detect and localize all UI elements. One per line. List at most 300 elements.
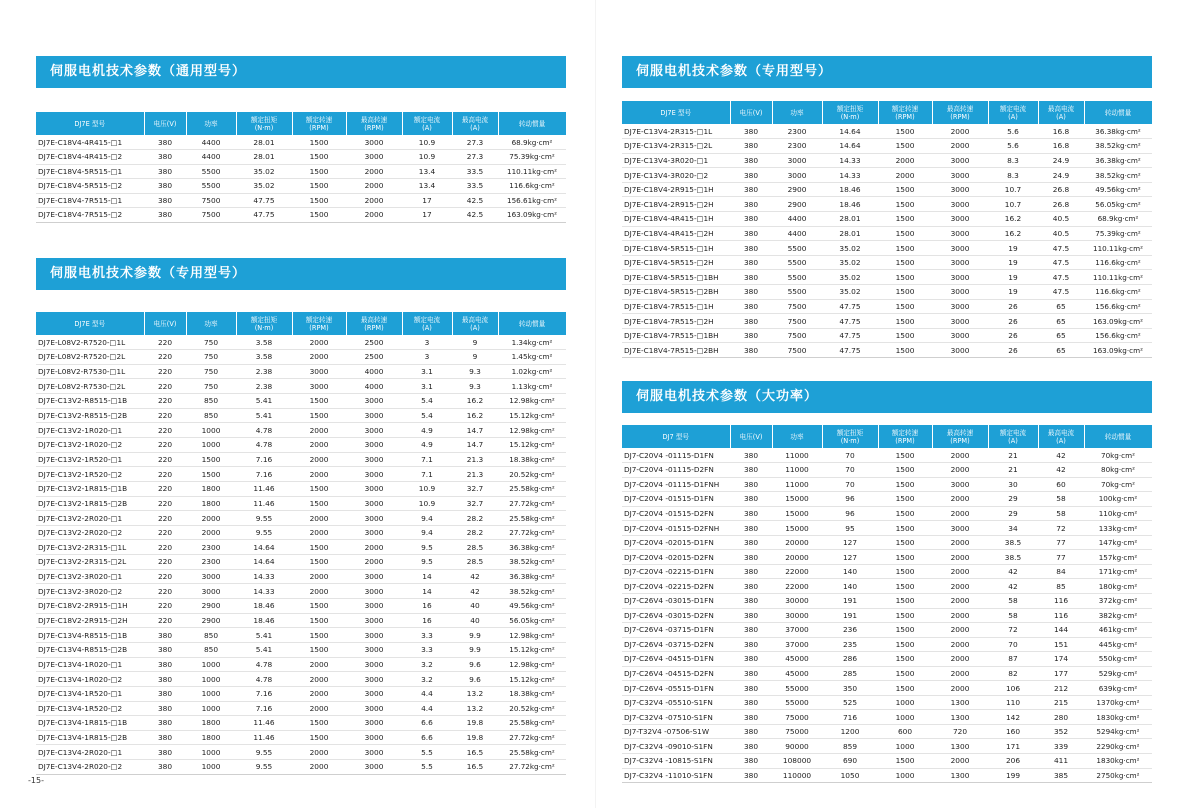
table-row bbox=[36, 379, 566, 394]
voltage-cell: 220 bbox=[144, 423, 186, 438]
table-row bbox=[36, 408, 566, 423]
rated-current-cell: 10.9 bbox=[402, 135, 452, 150]
model-cell: DJ7-C20V4 -01515-D1FN bbox=[622, 492, 730, 507]
inertia-cell: 49.56kg·cm² bbox=[1084, 182, 1152, 197]
rated-current-cell: 19 bbox=[988, 270, 1038, 285]
table-row bbox=[36, 193, 566, 208]
inertia-cell: 550kg·cm² bbox=[1084, 652, 1152, 667]
max-speed-cell: 2000 bbox=[346, 164, 402, 179]
torque-header: 额定扭矩 (N·m) bbox=[236, 312, 292, 335]
inertia-cell: 27.72kg·cm² bbox=[498, 496, 566, 511]
rated-current-cell: 87 bbox=[988, 652, 1038, 667]
rated-current-cell: 42 bbox=[988, 579, 1038, 594]
max-speed-cell: 3000 bbox=[932, 255, 988, 270]
power-cell: 3000 bbox=[772, 153, 822, 168]
rated-current-cell: 3.3 bbox=[402, 628, 452, 643]
rated-speed-cell: 1500 bbox=[878, 255, 932, 270]
rated-speed-cell: 1500 bbox=[878, 550, 932, 565]
max-speed-cell: 2000 bbox=[932, 753, 988, 768]
voltage-cell: 380 bbox=[730, 448, 772, 463]
voltage-cell: 380 bbox=[730, 608, 772, 623]
power-cell: 1800 bbox=[186, 496, 236, 511]
max-current-cell: 77 bbox=[1038, 535, 1084, 550]
inertia-cell: 70kg·cm² bbox=[1084, 448, 1152, 463]
model-cell: DJ7-C32V4 -10815-S1FN bbox=[622, 753, 730, 768]
torque-cell: 1050 bbox=[822, 768, 878, 783]
max-speed-cell: 2000 bbox=[932, 564, 988, 579]
max-current-cell: 42.5 bbox=[452, 208, 498, 223]
power-cell: 750 bbox=[186, 335, 236, 350]
max-speed-cell: 720 bbox=[932, 724, 988, 739]
rated-current-cell: 5.4 bbox=[402, 408, 452, 423]
power-cell: 2300 bbox=[186, 540, 236, 555]
rated-current-header: 额定电流 (A) bbox=[988, 425, 1038, 448]
max-speed-cell: 3000 bbox=[932, 343, 988, 358]
model-cell: DJ7E-C13V4-2R315-□1L bbox=[622, 124, 730, 139]
table-row bbox=[622, 637, 1152, 652]
rated-current-cell: 171 bbox=[988, 739, 1038, 754]
inertia-cell: 12.98kg·cm² bbox=[498, 423, 566, 438]
power-cell: 850 bbox=[186, 628, 236, 643]
inertia-cell: 80kg·cm² bbox=[1084, 463, 1152, 478]
max-speed-cell: 3000 bbox=[346, 642, 402, 657]
max-current-cell: 21.3 bbox=[452, 452, 498, 467]
voltage-cell: 380 bbox=[144, 164, 186, 179]
torque-cell: 235 bbox=[822, 637, 878, 652]
torque-cell: 18.46 bbox=[822, 197, 878, 212]
max-speed-cell: 2000 bbox=[932, 666, 988, 681]
max-current-header: 最高电流 (A) bbox=[452, 312, 498, 335]
table-row bbox=[622, 724, 1152, 739]
table-row bbox=[36, 642, 566, 657]
table-row bbox=[36, 364, 566, 379]
torque-cell: 3.58 bbox=[236, 335, 292, 350]
max-speed-cell: 3000 bbox=[346, 452, 402, 467]
power-cell: 3000 bbox=[186, 569, 236, 584]
inertia-cell: 38.52kg·cm² bbox=[1084, 168, 1152, 183]
inertia-cell: 27.72kg·cm² bbox=[498, 525, 566, 540]
voltage-cell: 220 bbox=[144, 467, 186, 482]
inertia-cell: 15.12kg·cm² bbox=[498, 672, 566, 687]
table-row bbox=[36, 135, 566, 150]
power-cell: 11000 bbox=[772, 477, 822, 492]
torque-cell: 9.55 bbox=[236, 760, 292, 775]
rated-current-cell: 199 bbox=[988, 768, 1038, 783]
max-current-cell: 65 bbox=[1038, 314, 1084, 329]
power-cell: 1000 bbox=[186, 437, 236, 452]
max-current-header: 最高电流 (A) bbox=[1038, 101, 1084, 124]
max-speed-cell: 3000 bbox=[346, 437, 402, 452]
torque-cell: 28.01 bbox=[236, 135, 292, 150]
torque-cell: 7.16 bbox=[236, 686, 292, 701]
table-row bbox=[622, 328, 1152, 343]
inertia-cell: 68.9kg·cm² bbox=[1084, 212, 1152, 227]
rated-speed-cell: 1500 bbox=[878, 343, 932, 358]
model-cell: DJ7E-C13V2-1R020-□1 bbox=[36, 423, 144, 438]
page-spread-divider bbox=[595, 0, 596, 808]
max-current-cell: 60 bbox=[1038, 477, 1084, 492]
max-current-cell: 16.5 bbox=[452, 760, 498, 775]
max-speed-cell: 2000 bbox=[346, 193, 402, 208]
rated-current-cell: 5.6 bbox=[988, 139, 1038, 154]
table-row bbox=[622, 124, 1152, 139]
inertia-cell: 1830kg·cm² bbox=[1084, 710, 1152, 725]
power-cell: 37000 bbox=[772, 623, 822, 638]
inertia-cell: 133kg·cm² bbox=[1084, 521, 1152, 536]
max-current-cell: 151 bbox=[1038, 637, 1084, 652]
power-cell: 20000 bbox=[772, 550, 822, 565]
max-speed-header: 最高转速 (RPM) bbox=[346, 312, 402, 335]
model-cell: DJ7E-C13V2-1R020-□2 bbox=[36, 437, 144, 452]
rated-speed-cell: 1500 bbox=[878, 285, 932, 300]
torque-cell: 5.41 bbox=[236, 642, 292, 657]
table-row bbox=[622, 448, 1152, 463]
inertia-header: 转动惯量 bbox=[1084, 425, 1152, 448]
max-current-cell: 40.5 bbox=[1038, 226, 1084, 241]
table-row bbox=[622, 550, 1152, 565]
table-row bbox=[36, 628, 566, 643]
model-cell: DJ7-C26V4 -04515-D1FN bbox=[622, 652, 730, 667]
inertia-cell: 1.34kg·cm² bbox=[498, 335, 566, 350]
power-cell: 750 bbox=[186, 350, 236, 365]
rated-current-cell: 70 bbox=[988, 637, 1038, 652]
voltage-cell: 380 bbox=[730, 314, 772, 329]
inertia-header: 转动惯量 bbox=[1084, 101, 1152, 124]
voltage-cell: 220 bbox=[144, 599, 186, 614]
power-cell: 2900 bbox=[186, 599, 236, 614]
voltage-cell: 220 bbox=[144, 569, 186, 584]
inertia-cell: 56.05kg·cm² bbox=[498, 613, 566, 628]
power-cell: 2300 bbox=[186, 555, 236, 570]
model-cell: DJ7E-C13V2-2R020-□1 bbox=[36, 511, 144, 526]
max-speed-cell: 2000 bbox=[932, 448, 988, 463]
voltage-cell: 380 bbox=[730, 724, 772, 739]
torque-cell: 140 bbox=[822, 579, 878, 594]
power-cell: 15000 bbox=[772, 492, 822, 507]
power-cell: 30000 bbox=[772, 608, 822, 623]
max-current-cell: 212 bbox=[1038, 681, 1084, 696]
inertia-cell: 110kg·cm² bbox=[1084, 506, 1152, 521]
voltage-cell: 380 bbox=[730, 477, 772, 492]
rated-speed-cell: 1500 bbox=[878, 477, 932, 492]
max-speed-cell: 3000 bbox=[346, 525, 402, 540]
max-current-cell: 13.2 bbox=[452, 701, 498, 716]
max-current-cell: 47.5 bbox=[1038, 270, 1084, 285]
rated-speed-cell: 1500 bbox=[292, 394, 346, 409]
voltage-header: 电压(V) bbox=[144, 112, 186, 135]
rated-speed-cell: 2000 bbox=[292, 686, 346, 701]
rated-speed-cell: 1500 bbox=[878, 681, 932, 696]
power-cell: 5500 bbox=[186, 164, 236, 179]
model-cell: DJ7E-C18V4-4R415-□1 bbox=[36, 135, 144, 150]
voltage-cell: 380 bbox=[730, 579, 772, 594]
torque-cell: 11.46 bbox=[236, 730, 292, 745]
max-speed-cell: 3000 bbox=[932, 168, 988, 183]
table-row bbox=[36, 467, 566, 482]
max-speed-header: 最高转速 (RPM) bbox=[346, 112, 402, 135]
power-cell: 11000 bbox=[772, 448, 822, 463]
model-cell: DJ7E-C18V4-7R515-□2 bbox=[36, 208, 144, 223]
power-cell: 5500 bbox=[772, 241, 822, 256]
voltage-cell: 380 bbox=[144, 628, 186, 643]
rated-speed-cell: 1500 bbox=[878, 521, 932, 536]
table-row bbox=[36, 599, 566, 614]
torque-cell: 35.02 bbox=[236, 164, 292, 179]
torque-header: 额定扭矩 (N·m) bbox=[822, 425, 878, 448]
max-speed-cell: 3000 bbox=[346, 686, 402, 701]
model-cell: DJ7E-C13V4-1R520-□2 bbox=[36, 701, 144, 716]
rated-speed-cell: 1500 bbox=[878, 226, 932, 241]
model-cell: DJ7-C26V4 -03015-D1FN bbox=[622, 593, 730, 608]
table-row bbox=[36, 613, 566, 628]
rated-current-cell: 17 bbox=[402, 193, 452, 208]
voltage-cell: 220 bbox=[144, 555, 186, 570]
rated-speed-cell: 1500 bbox=[878, 506, 932, 521]
voltage-cell: 380 bbox=[730, 550, 772, 565]
rated-speed-cell: 1500 bbox=[878, 448, 932, 463]
table-row bbox=[622, 285, 1152, 300]
model-cell: DJ7E-C13V4-2R020-□2 bbox=[36, 760, 144, 775]
max-current-cell: 9.6 bbox=[452, 657, 498, 672]
max-current-header: 最高电流 (A) bbox=[452, 112, 498, 135]
torque-cell: 4.78 bbox=[236, 657, 292, 672]
inertia-cell: 75.39kg·cm² bbox=[1084, 226, 1152, 241]
voltage-cell: 220 bbox=[144, 408, 186, 423]
inertia-cell: 1.45kg·cm² bbox=[498, 350, 566, 365]
table-row bbox=[622, 579, 1152, 594]
table-row bbox=[36, 208, 566, 223]
rated-speed-cell: 2000 bbox=[292, 701, 346, 716]
table-row bbox=[622, 753, 1152, 768]
inertia-cell: 100kg·cm² bbox=[1084, 492, 1152, 507]
inertia-header: 转动惯量 bbox=[498, 112, 566, 135]
max-current-header: 最高电流 (A) bbox=[1038, 425, 1084, 448]
voltage-cell: 380 bbox=[144, 745, 186, 760]
model-cell: DJ7E-L08V2-R7530-□1L bbox=[36, 364, 144, 379]
rated-speed-cell: 3000 bbox=[292, 364, 346, 379]
rated-current-cell: 26 bbox=[988, 314, 1038, 329]
inertia-cell: 36.38kg·cm² bbox=[1084, 124, 1152, 139]
rated-current-cell: 21 bbox=[988, 448, 1038, 463]
torque-cell: 5.41 bbox=[236, 394, 292, 409]
max-current-cell: 16.2 bbox=[452, 408, 498, 423]
torque-cell: 236 bbox=[822, 623, 878, 638]
torque-cell: 14.64 bbox=[822, 124, 878, 139]
rated-speed-cell: 1500 bbox=[292, 642, 346, 657]
max-current-cell: 16.8 bbox=[1038, 139, 1084, 154]
power-cell: 2300 bbox=[772, 139, 822, 154]
max-speed-cell: 3000 bbox=[346, 511, 402, 526]
model-cell: DJ7-C20V4 -02015-D1FN bbox=[622, 535, 730, 550]
power-cell: 37000 bbox=[772, 637, 822, 652]
torque-cell: 14.33 bbox=[822, 168, 878, 183]
voltage-cell: 220 bbox=[144, 481, 186, 496]
rated-current-cell: 5.5 bbox=[402, 745, 452, 760]
voltage-cell: 220 bbox=[144, 452, 186, 467]
max-current-cell: 28.5 bbox=[452, 540, 498, 555]
table-row bbox=[36, 657, 566, 672]
inertia-cell: 36.38kg·cm² bbox=[498, 540, 566, 555]
rated-current-cell: 5.4 bbox=[402, 394, 452, 409]
rated-speed-cell: 600 bbox=[878, 724, 932, 739]
max-current-cell: 58 bbox=[1038, 506, 1084, 521]
rated-current-cell: 3.1 bbox=[402, 364, 452, 379]
model-cell: DJ7-C20V4 -02215-D2FN bbox=[622, 579, 730, 594]
voltage-cell: 380 bbox=[144, 701, 186, 716]
max-speed-cell: 3000 bbox=[346, 760, 402, 775]
spec-table-dedicated-right bbox=[622, 101, 1153, 358]
rated-current-cell: 10.7 bbox=[988, 182, 1038, 197]
voltage-cell: 380 bbox=[730, 168, 772, 183]
rated-speed-cell: 2000 bbox=[292, 760, 346, 775]
power-cell: 1000 bbox=[186, 672, 236, 687]
power-cell: 90000 bbox=[772, 739, 822, 754]
max-speed-cell: 3000 bbox=[346, 701, 402, 716]
table-row bbox=[622, 608, 1152, 623]
model-cell: DJ7E-C13V4-2R020-□1 bbox=[36, 745, 144, 760]
inertia-cell: 15.12kg·cm² bbox=[498, 408, 566, 423]
inertia-cell: 38.52kg·cm² bbox=[498, 584, 566, 599]
max-speed-cell: 2000 bbox=[932, 124, 988, 139]
voltage-cell: 220 bbox=[144, 437, 186, 452]
voltage-cell: 380 bbox=[730, 695, 772, 710]
inertia-cell: 372kg·cm² bbox=[1084, 593, 1152, 608]
power-header: 功率 bbox=[186, 112, 236, 135]
inertia-cell: 15.12kg·cm² bbox=[498, 642, 566, 657]
torque-cell: 95 bbox=[822, 521, 878, 536]
max-speed-cell: 3000 bbox=[346, 672, 402, 687]
voltage-cell: 380 bbox=[730, 182, 772, 197]
torque-cell: 5.41 bbox=[236, 408, 292, 423]
rated-current-cell: 9.5 bbox=[402, 555, 452, 570]
torque-cell: 191 bbox=[822, 608, 878, 623]
power-cell: 7500 bbox=[772, 299, 822, 314]
torque-cell: 14.33 bbox=[236, 584, 292, 599]
section-title-high-power: 伺服电机技术参数（大功率） bbox=[622, 381, 1152, 413]
max-speed-cell: 3000 bbox=[932, 270, 988, 285]
max-current-cell: 42 bbox=[1038, 463, 1084, 478]
max-speed-cell: 3000 bbox=[346, 628, 402, 643]
section-title-dedicated-left: 伺服电机技术参数（专用型号） bbox=[36, 258, 566, 290]
inertia-cell: 1.13kg·cm² bbox=[498, 379, 566, 394]
table-row bbox=[36, 745, 566, 760]
torque-cell: 70 bbox=[822, 477, 878, 492]
section-title-general: 伺服电机技术参数（通用型号） bbox=[36, 56, 566, 88]
rated-speed-cell: 1500 bbox=[292, 481, 346, 496]
rated-speed-cell: 2000 bbox=[292, 350, 346, 365]
inertia-cell: 36.38kg·cm² bbox=[1084, 153, 1152, 168]
table-row bbox=[622, 153, 1152, 168]
inertia-cell: 70kg·cm² bbox=[1084, 477, 1152, 492]
table-row bbox=[36, 164, 566, 179]
rated-current-cell: 9.4 bbox=[402, 511, 452, 526]
inertia-cell: 461kg·cm² bbox=[1084, 623, 1152, 638]
power-cell: 850 bbox=[186, 394, 236, 409]
torque-cell: 28.01 bbox=[822, 212, 878, 227]
table-row bbox=[36, 423, 566, 438]
torque-cell: 35.02 bbox=[822, 241, 878, 256]
model-cell: DJ7E-C18V4-7R515-□1 bbox=[36, 193, 144, 208]
rated-current-cell: 19 bbox=[988, 285, 1038, 300]
power-cell: 15000 bbox=[772, 521, 822, 536]
max-speed-cell: 3000 bbox=[346, 569, 402, 584]
max-current-cell: 77 bbox=[1038, 550, 1084, 565]
voltage-cell: 380 bbox=[730, 623, 772, 638]
rated-speed-cell: 2000 bbox=[292, 467, 346, 482]
max-speed-cell: 2000 bbox=[932, 637, 988, 652]
rated-speed-cell: 2000 bbox=[292, 525, 346, 540]
torque-cell: 35.02 bbox=[236, 179, 292, 194]
max-current-cell: 28.2 bbox=[452, 525, 498, 540]
inertia-cell: 25.58kg·cm² bbox=[498, 481, 566, 496]
torque-cell: 690 bbox=[822, 753, 878, 768]
torque-cell: 18.46 bbox=[822, 182, 878, 197]
model-cell: DJ7E-C18V2-2R915-□2H bbox=[36, 613, 144, 628]
max-speed-cell: 2000 bbox=[932, 652, 988, 667]
power-cell: 30000 bbox=[772, 593, 822, 608]
power-cell: 5500 bbox=[772, 270, 822, 285]
torque-cell: 191 bbox=[822, 593, 878, 608]
max-speed-cell: 3000 bbox=[932, 299, 988, 314]
rated-speed-cell: 2000 bbox=[292, 569, 346, 584]
model-cell: DJ7E-C18V4-5R515-□2H bbox=[622, 255, 730, 270]
model-cell: DJ7E-C13V2-3R020-□1 bbox=[36, 569, 144, 584]
model-cell: DJ7E-C13V4-1R020-□2 bbox=[36, 672, 144, 687]
model-cell: DJ7E-C13V2-2R315-□2L bbox=[36, 555, 144, 570]
model-cell: DJ7E-C13V4-1R815-□1B bbox=[36, 716, 144, 731]
rated-speed-cell: 1500 bbox=[292, 730, 346, 745]
torque-cell: 286 bbox=[822, 652, 878, 667]
rated-speed-cell: 1500 bbox=[878, 463, 932, 478]
rated-speed-cell: 1500 bbox=[878, 328, 932, 343]
rated-current-cell: 8.3 bbox=[988, 168, 1038, 183]
voltage-cell: 380 bbox=[730, 343, 772, 358]
model-cell: DJ7E-C18V4-5R515-□1 bbox=[36, 164, 144, 179]
rated-speed-cell: 1500 bbox=[292, 208, 346, 223]
power-header: 功率 bbox=[186, 312, 236, 335]
max-current-cell: 19.8 bbox=[452, 716, 498, 731]
table-row bbox=[622, 564, 1152, 579]
rated-current-cell: 10.9 bbox=[402, 150, 452, 165]
model-cell: DJ7E-C18V4-7R515-□1H bbox=[622, 299, 730, 314]
inertia-cell: 38.52kg·cm² bbox=[1084, 139, 1152, 154]
rated-speed-cell: 1500 bbox=[878, 608, 932, 623]
rated-current-cell: 29 bbox=[988, 492, 1038, 507]
rated-speed-cell: 1500 bbox=[292, 496, 346, 511]
voltage-cell: 220 bbox=[144, 540, 186, 555]
rated-speed-cell: 1500 bbox=[878, 182, 932, 197]
power-cell: 75000 bbox=[772, 724, 822, 739]
max-current-cell: 72 bbox=[1038, 521, 1084, 536]
power-cell: 5500 bbox=[772, 255, 822, 270]
inertia-cell: 38.52kg·cm² bbox=[498, 555, 566, 570]
table-row bbox=[622, 739, 1152, 754]
model-cell: DJ7E-C13V2-3R020-□2 bbox=[36, 584, 144, 599]
model-cell: DJ7E-C18V4-7R515-□2BH bbox=[622, 343, 730, 358]
max-current-cell: 26.8 bbox=[1038, 182, 1084, 197]
inertia-cell: 156.6kg·cm² bbox=[1084, 328, 1152, 343]
power-cell: 55000 bbox=[772, 695, 822, 710]
rated-current-cell: 14 bbox=[402, 584, 452, 599]
inertia-cell: 56.05kg·cm² bbox=[1084, 197, 1152, 212]
voltage-header: 电压(V) bbox=[730, 101, 772, 124]
model-cell: DJ7-C20V4 -01515-D2FN bbox=[622, 506, 730, 521]
torque-cell: 9.55 bbox=[236, 745, 292, 760]
table-row bbox=[622, 255, 1152, 270]
power-cell: 11000 bbox=[772, 463, 822, 478]
max-speed-cell: 1300 bbox=[932, 768, 988, 783]
rated-speed-cell: 1000 bbox=[878, 739, 932, 754]
